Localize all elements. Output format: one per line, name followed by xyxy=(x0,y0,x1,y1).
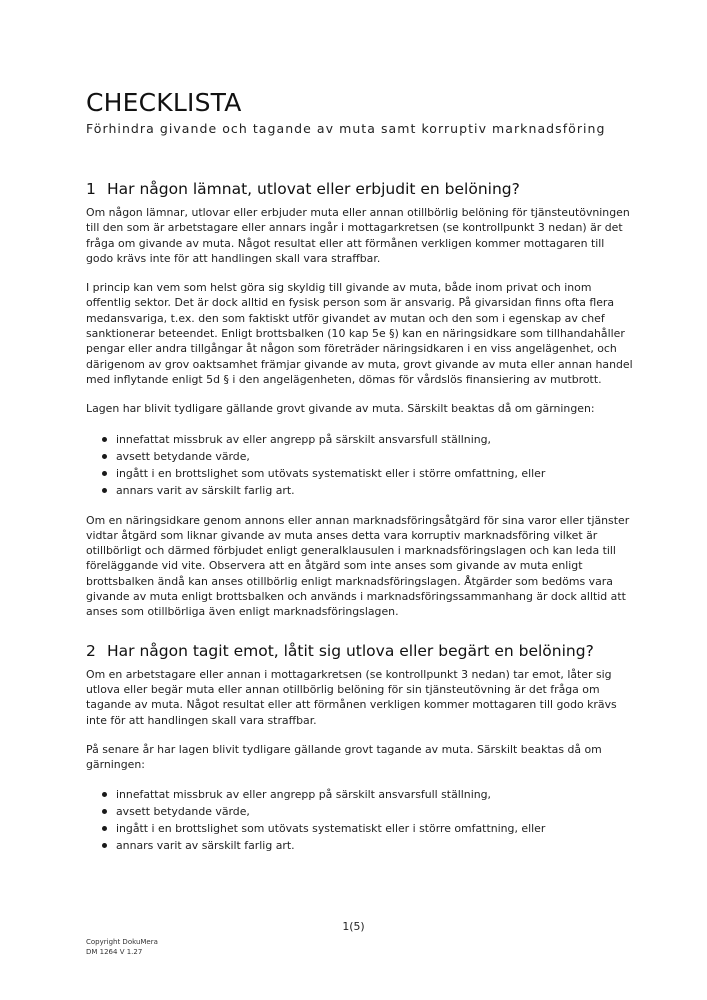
section-2 xyxy=(86,640,634,855)
bullet-icon xyxy=(102,437,107,442)
section-heading-text: Har någon lämnat, utlovat eller erbjudit en belöning? xyxy=(107,180,520,198)
paragraph: Om någon lämnar, utlovar eller erbjuder muta eller annan otillbörlig belöning för tjänsteutövningen till den som är arbetstagare eller annars ingår i mottagarkretsen (se kontrollpunkt 3 nedan) är det fråga om givande av muta. Något resultat eller att förmånen verkligen kommer mottagaren till godo krävs inte för att handlingen skall vara straffbar. xyxy=(86,206,630,265)
paragraph: På senare år har lagen blivit tydligare gällande grovt tagande av muta. Särskilt beaktas då om gärningen: xyxy=(86,742,602,772)
list-item-text: avsett betydande värde, xyxy=(116,805,250,819)
footer xyxy=(86,937,158,957)
bullet-icon xyxy=(102,826,107,831)
section-heading xyxy=(86,178,634,200)
section-heading-text: Har någon tagit emot, låtit sig utlova eller begärt en belöning? xyxy=(107,641,594,660)
list-item xyxy=(102,820,634,837)
list-item-text: ingått i en brottslighet som utövats systematiskt eller i större omfattning, eller xyxy=(116,466,546,480)
list-item-text: annars varit av särskilt farlig art. xyxy=(116,839,295,853)
list-item-text: annars varit av särskilt farlig art. xyxy=(116,483,295,497)
section-heading xyxy=(86,640,634,662)
bullet-icon xyxy=(102,454,107,459)
list-item xyxy=(102,482,634,499)
paragraph: Om en arbetstagare eller annan i mottagarkretsen (se kontrollpunkt 3 nedan) tar emot, låter sig utlova eller begär muta eller annan otillbörlig belöning för sin tjänsteutövning är det fråga om tagande av muta. Något resultat eller att förmånen verkligen kommer mottagaren till godo krävs inte för att handlingen skall vara straffbar. xyxy=(86,667,617,727)
list-item-text: innefattat missbruk av eller angrepp på särskilt ansvarsfull ställning, xyxy=(116,432,491,446)
list-item xyxy=(102,786,634,803)
list-item xyxy=(102,431,634,448)
bullet-list xyxy=(86,786,634,854)
bullet-icon xyxy=(102,471,107,476)
list-item xyxy=(102,837,634,854)
page-subtitle: Förhindra givande och tagande av muta samt korruptiv marknadsföring xyxy=(86,121,606,136)
list-item-text: innefattat missbruk av eller angrepp på särskilt ansvarsfull ställning, xyxy=(116,788,491,802)
list-item xyxy=(102,465,634,482)
page-number: 1(5) xyxy=(342,920,365,933)
page-title: CHECKLISTA xyxy=(86,88,242,117)
bullet-icon xyxy=(102,809,107,814)
bullet-icon xyxy=(102,488,107,493)
bullet-icon xyxy=(102,792,107,797)
section-number: 1 xyxy=(86,180,96,198)
bullet-icon xyxy=(102,843,107,848)
section-number: 2 xyxy=(86,641,96,660)
footer-copyright: Copyright DokuMera xyxy=(86,938,158,946)
document-body xyxy=(86,178,634,868)
bullet-list xyxy=(86,431,634,499)
footer-doc-id: DM 1264 V 1.27 xyxy=(86,948,143,956)
paragraph: Lagen har blivit tydligare gällande grovt givande av muta. Särskilt beaktas då om gärningen: xyxy=(86,402,595,416)
list-item xyxy=(102,803,634,820)
list-item-text: avsett betydande värde, xyxy=(116,449,250,463)
paragraph: Om en näringsidkare genom annons eller annan marknadsföringsåtgärd för sina varor eller tjänster vidtar åtgärd som liknar givande av muta anses detta vara korruptiv marknadsföring vilket är otillbörligt och därmed förbjudet enligt generalklausulen i marknadsföringslagen och kan leda till föreläggande vid vite. Observera att en åtgärd som inte anses som givande av muta enligt brottsbalken ändå kan anses otillbörlig enligt marknadsföringslagen. Åtgärder som bedöms vara givande av muta enligt brottsbalken och används i marknadsföringssammanhang är dock alltid att anses som otillbörliga även enligt marknadsföringslagen. xyxy=(86,513,630,619)
list-item xyxy=(102,448,634,465)
list-item-text: ingått i en brottslighet som utövats systematiskt eller i större omfattning, eller xyxy=(116,822,546,836)
paragraph: I princip kan vem som helst göra sig skyldig till givande av muta, både inom privat och inom offentlig sektor. Det är dock alltid en fysisk person som är ansvarig. På givarsidan finns ofta flera medansvariga, t.ex. den som faktiskt utför givandet av mutan och den som i egenskap av chef sanktionerar beteendet. Enligt brottsbalken (10 kap 5e §) kan en näringsidkare som tillhandahåller pengar eller andra tillgångar åt någon som företräder näringsidkaren i en viss angelägenhet, och därigenom av grov oaktsamhet främjar givande av muta, grovt givande av muta eller annan handel med inflytande enligt 5d § i den angelägenheten, dömas för vårdslös finansiering av mutbrott. xyxy=(86,281,633,386)
section-1 xyxy=(86,178,634,620)
